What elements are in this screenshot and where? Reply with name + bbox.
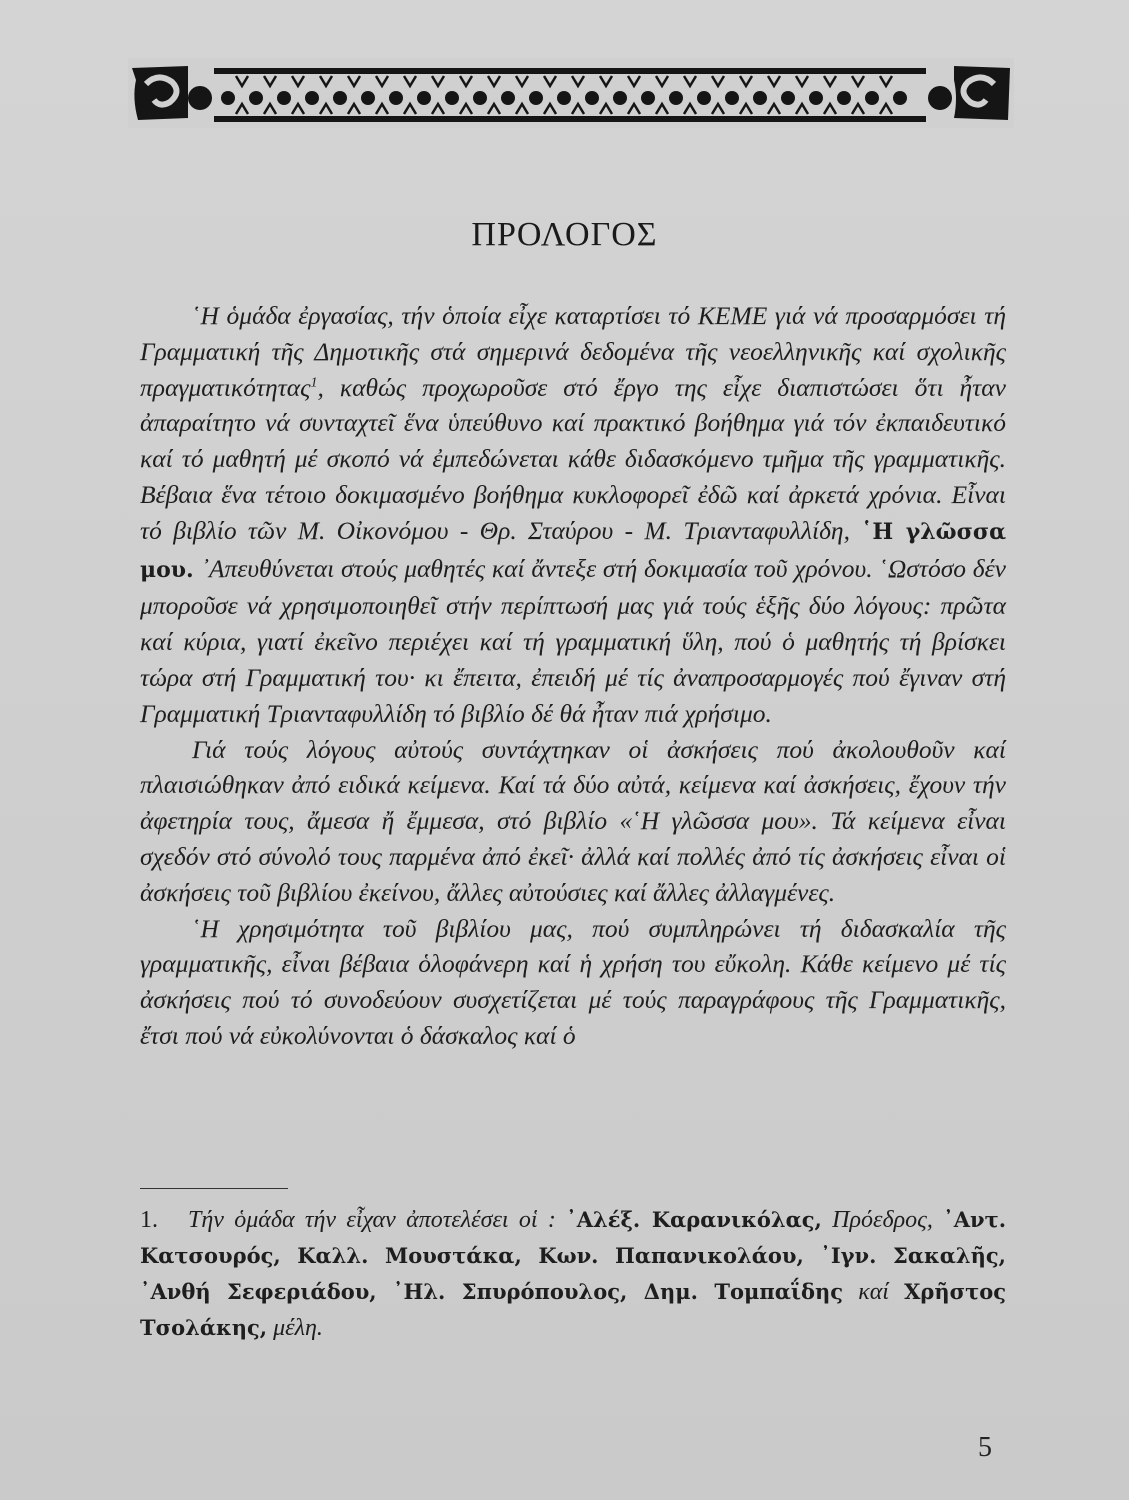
footnote-chair: ᾽Αλέξ. Καρανικόλας,	[566, 1207, 822, 1232]
paragraph-1-text-b: , καθώς προχωροῦσε στό ἔργο της εἶχε διαπιστώσει ὅτι ἦταν ἀπαραίτητο νά συνταχτεῖ ἕνα ὑπεύθυνο καί πρακτικό βοήθημα γιά τόν ἐκπαιδευτικό καί τό μαθητή μέ σκοπό νά ἐμπεδώνεται κάθε διδασκόμενο τμῆμα τῆς γραμματικῆς. Βέβαια ἕνα τέτοιο δοκιμασμένο βοήθημα κυκλοφορεῖ ἐδῶ καί ἀρκετά χρόνια. Εἶναι τό βιβλίο τῶν Μ. Οἰκονόμου - Θρ. Σταύρου - Μ. Τριανταφυλλίδη,	[140, 372, 1006, 545]
footnote-and: καί	[858, 1279, 889, 1305]
book-title: ῾Η γλῶσσα μου.	[140, 518, 1006, 583]
ornamental-border-icon	[128, 58, 1014, 128]
paragraph-1-text-a: ῾Η ὁμάδα ἐργασίας, τήν ὁποία εἶχε καταρτίσει τό ΚΕΜΕ γιά νά προσαρμόσει τή Γραμματική τῆς Δημοτικῆς στά σημερινά δεδομένα τῆς νεοελληνικῆς καί σχολικῆς πραγματικότητας	[140, 301, 1006, 402]
footnote-members: ᾽Αντ. Κατσουρός, Καλλ. Μουστάκα, Κων. Παπανικολάου, ᾽Ιγν. Σακαλῆς, ᾽Ανθή Σεφεριάδου, ᾽Ηλ. Σπυρόπουλος, Δημ. Τομπαΐδης	[140, 1207, 1007, 1304]
preface-body	[140, 298, 1006, 1054]
footnote-chair-role: Πρόεδρος,	[832, 1207, 933, 1233]
paragraph-1-text-c: ᾽Απευθύνεται στούς μαθητές καί ἄντεξε στή δοκιμασία τοῦ χρόνου. ῾Ωστόσο δέν μποροῦσε νά χρησιμοποιηθεῖ στήν περίπτωσή μας γιά τούς ἑξῆς δύο λόγους: πρῶτα καί κύρια, γιατί ἐκεῖνο περιέχει καί τή γραμματική ὕλη, πού ὁ μαθητής τή βρίσκει τώρα στή Γραμματική του· κι ἔπειτα, ἐπειδή μέ τίς ἀναπροσαρμογές πού ἔγιναν στή Γραμματική Τριανταφυλλίδη τό βιβλίο δέ θά ἦταν πιά χρήσιμο.	[140, 553, 1007, 728]
footnote	[140, 1202, 1006, 1346]
footnote-divider	[140, 1188, 288, 1189]
paragraph-3: ῾Η χρησιμότητα τοῦ βιβλίου μας, πού συμπληρώνει τή διδασκαλία τῆς γραμματικῆς, εἶναι βέβαια ὁλοφάνερη καί ἡ χρήση του εὔκολη. Κάθε κείμενο μέ τίς ἀσκήσεις πού τό συνοδεύουν συσχετίζεται μέ τούς παραγράφους τῆς Γραμματικῆς, ἔτσι πού νά εὐκολύνονται ὁ δάσκαλος καί ὁ	[140, 913, 1006, 1050]
paragraph-1	[140, 298, 1006, 732]
page-title: ΠΡΟΛΟΓΟΣ	[471, 216, 658, 253]
footnote-number: 1.	[140, 1207, 158, 1233]
paragraph-2: Γιά τούς λόγους αὐτούς συντάχτηκαν οἱ ἀσκήσεις πού ἀκολουθοῦν καί πλαισιώθηκαν ἀπό ειδικά κείμενα. Καί τά δύο αὐτά, κείμενα καί ἀσκήσεις, ἔχουν τήν ἀφετηρία τους, ἄμεσα ἤ ἔμμεσα, στό βιβλίο «῾Η γλῶσσα μου». Τά κείμενα εἶναι σχεδόν στό σύνολό τους παρμένα ἀπό ἐκεῖ· ἀλλά καί πολλές ἀπό τίς ἀσκήσεις εἶναι οἱ ἀσκήσεις τοῦ βιβλίου ἐκείνου, ἄλλες αὐτούσιες καί ἄλλες ἀλλαγμένες.	[140, 734, 1006, 907]
page-number: 5	[978, 1432, 992, 1463]
footnote-ref: 1	[310, 375, 318, 391]
footnote-last-member: Χρῆστος Τσολάκης,	[140, 1279, 1007, 1340]
footnote-members-role: μέλη.	[273, 1315, 323, 1341]
footnote-intro: Τήν ὁμάδα τήν εἶχαν ἀποτελέσει οἱ :	[188, 1207, 556, 1233]
